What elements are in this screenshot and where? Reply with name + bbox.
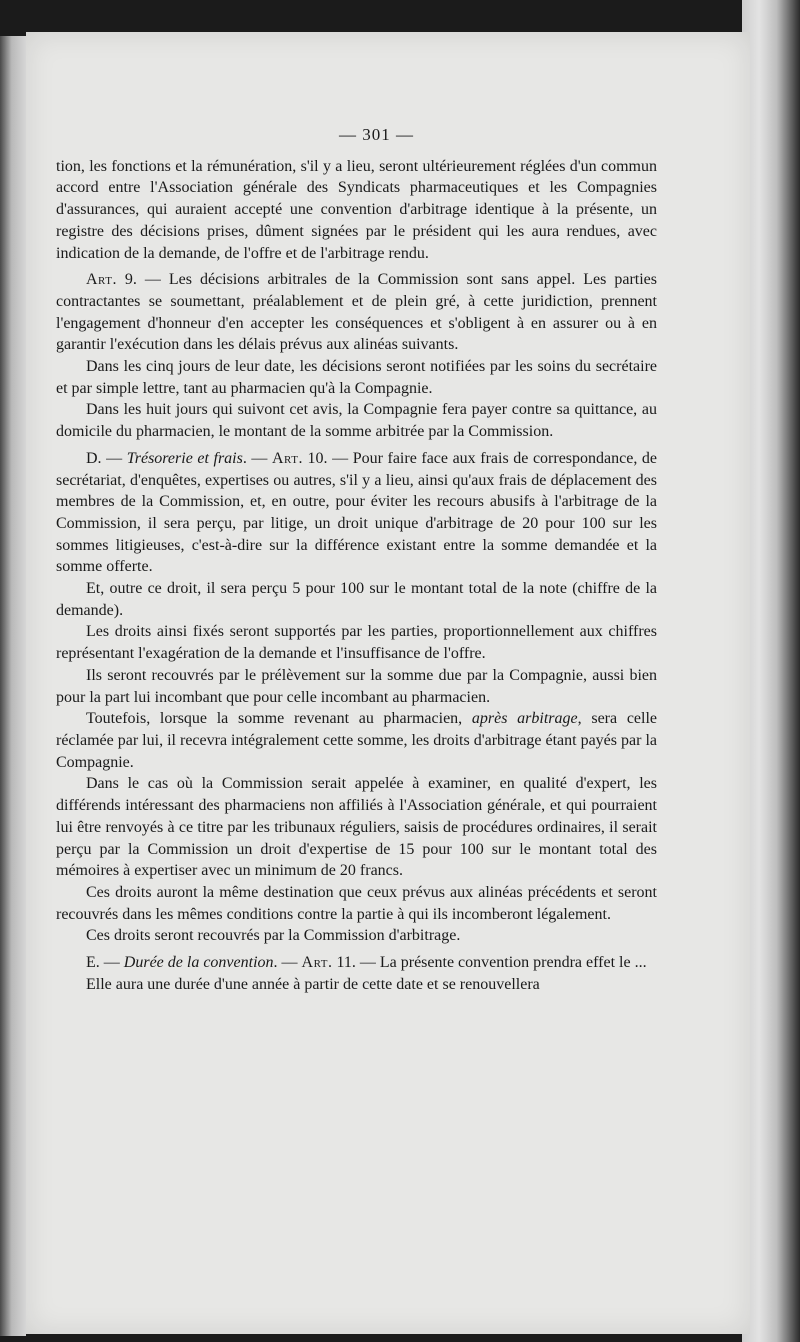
paragraph: Et, outre ce droit, il sera perçu 5 pour 100 sur le montant total de la note (chiffre de la demande).	[56, 580, 657, 619]
article-number: 11. —	[332, 954, 380, 972]
paragraph: Les droits ainsi fixés seront supportés par les parties, proportionnellement aux chiffres représentant l'exagération de la demande et l'insuffisance de l'offre.	[56, 623, 657, 663]
paragraph: Ils seront recouvrés par le prélèvement sur la somme due par la Compagnie, aussi bien pour la part lui incombant que pour celle incombant au pharmacien.	[56, 666, 657, 706]
page-number: — 301 —	[339, 125, 414, 144]
page-sheet	[26, 32, 750, 1334]
article-number: 10. —	[302, 449, 353, 467]
italic-run: après arbitrage	[471, 710, 578, 728]
article-label: Art.	[301, 954, 333, 972]
paragraph: Dans les huit jours qui suivont cet avis, la Compagnie fera payer contre sa quittance, au domicile du pharmacien, le montant de la somme arbitrée par la Commission.	[56, 401, 657, 441]
paragraph: Dans le cas où la Commission serait appelée à examiner, en qualité d'expert, les différends intéressant des pharmaciens non affiliés à l'Association générale, et qui pourraient lui être renvoyés à ce titre par les tribunaux réguliers, saisis de procédures ordinaires, il serait perçu par la Commission un droit d'expertise de 15 pour 100 sur le montant total des mémoires à expertiser avec un minimum de 20 francs.	[56, 775, 657, 880]
paragraph: Ces droits seront recouvrés par la Commission d'arbitrage.	[86, 927, 461, 945]
paragraph	[56, 708, 657, 773]
left-page-edge	[0, 36, 26, 1336]
paragraph-section-e	[56, 952, 657, 974]
article-text: Les décisions arbitrales de la Commission sont sans appel. Les parties contractantes se soumettant, préalablement et de plein gré, à cette juridiction, prennent l'engagement d'honneur d'en accepter les conséquences et s'obligent à en assurer ou à en garantir l'exécution dans les délais prévus aux alinéas suivants.	[56, 271, 658, 354]
paragraph-section-d	[56, 448, 657, 578]
article-text: Pour faire face aux frais de correspondance, de secrétariat, d'enquêtes, expertises ou autres, s'il y a lieu, ainsi qu'aux frais de déplacement des membres de la Commission, et, en outre, pour éviter les recours abusifs à l'arbitrage de la Commission, il sera perçu, par litige, un droit unique d'arbitrage de 20 pour 100 sur les sommes litigieuses, c'est-à-dire sur la différence existant entre la somme demandée et la somme offerte.	[56, 449, 658, 576]
article-label: Art.	[272, 449, 303, 467]
text-run: Toutefois, lorsque la somme revenant au pharmacien,	[86, 710, 472, 728]
article-label: Art.	[86, 271, 117, 289]
section-separator: . —	[242, 449, 272, 467]
paragraph: Ces droits auront la même destination que ceux prévus aux alinéas précédents et seront recouvrés dans les mêmes conditions contre la partie à qui ils incomberont légalement.	[56, 883, 657, 923]
section-prefix: D. —	[86, 449, 127, 467]
section-title: Durée de la convention	[123, 954, 274, 972]
page-content	[56, 124, 657, 995]
section-title: Trésorerie et frais	[126, 449, 243, 467]
section-prefix: E. —	[86, 954, 124, 972]
text-run: , sera celle réclamée par lui, il recevra intégralement cette somme, les droits d'arbitrage étant payés par la Compagnie.	[56, 710, 658, 771]
paragraph-continuation: tion, les fonctions et la rémunération, s'il y a lieu, seront ultérieurement réglées d'un commun accord entre l'Association générale des Syndicats pharmaceutiques et les Compagnies d'assurances, qui auraient accepté une convention d'arbitrage identique à la présente, un registre des décisions prises, dûment signées par le président qui les aura rendues, avec indication de la demande, de l'offre et de l'arbitrage rendu.	[56, 157, 657, 262]
paragraph: Elle aura une durée d'une année à partir de cette date et se renouvellera	[86, 975, 540, 993]
paragraph: Dans les cinq jours de leur date, les décisions seront notifiées par les soins du secrétaire et par simple lettre, tant au pharmacien qu'à la Compagnie.	[56, 358, 657, 397]
right-page-edge	[742, 0, 800, 1342]
paragraph-article-9	[56, 269, 657, 356]
article-text: La présente convention prendra effet le ...	[379, 954, 647, 972]
article-number: 9. —	[116, 271, 169, 289]
section-separator: . —	[273, 954, 302, 972]
